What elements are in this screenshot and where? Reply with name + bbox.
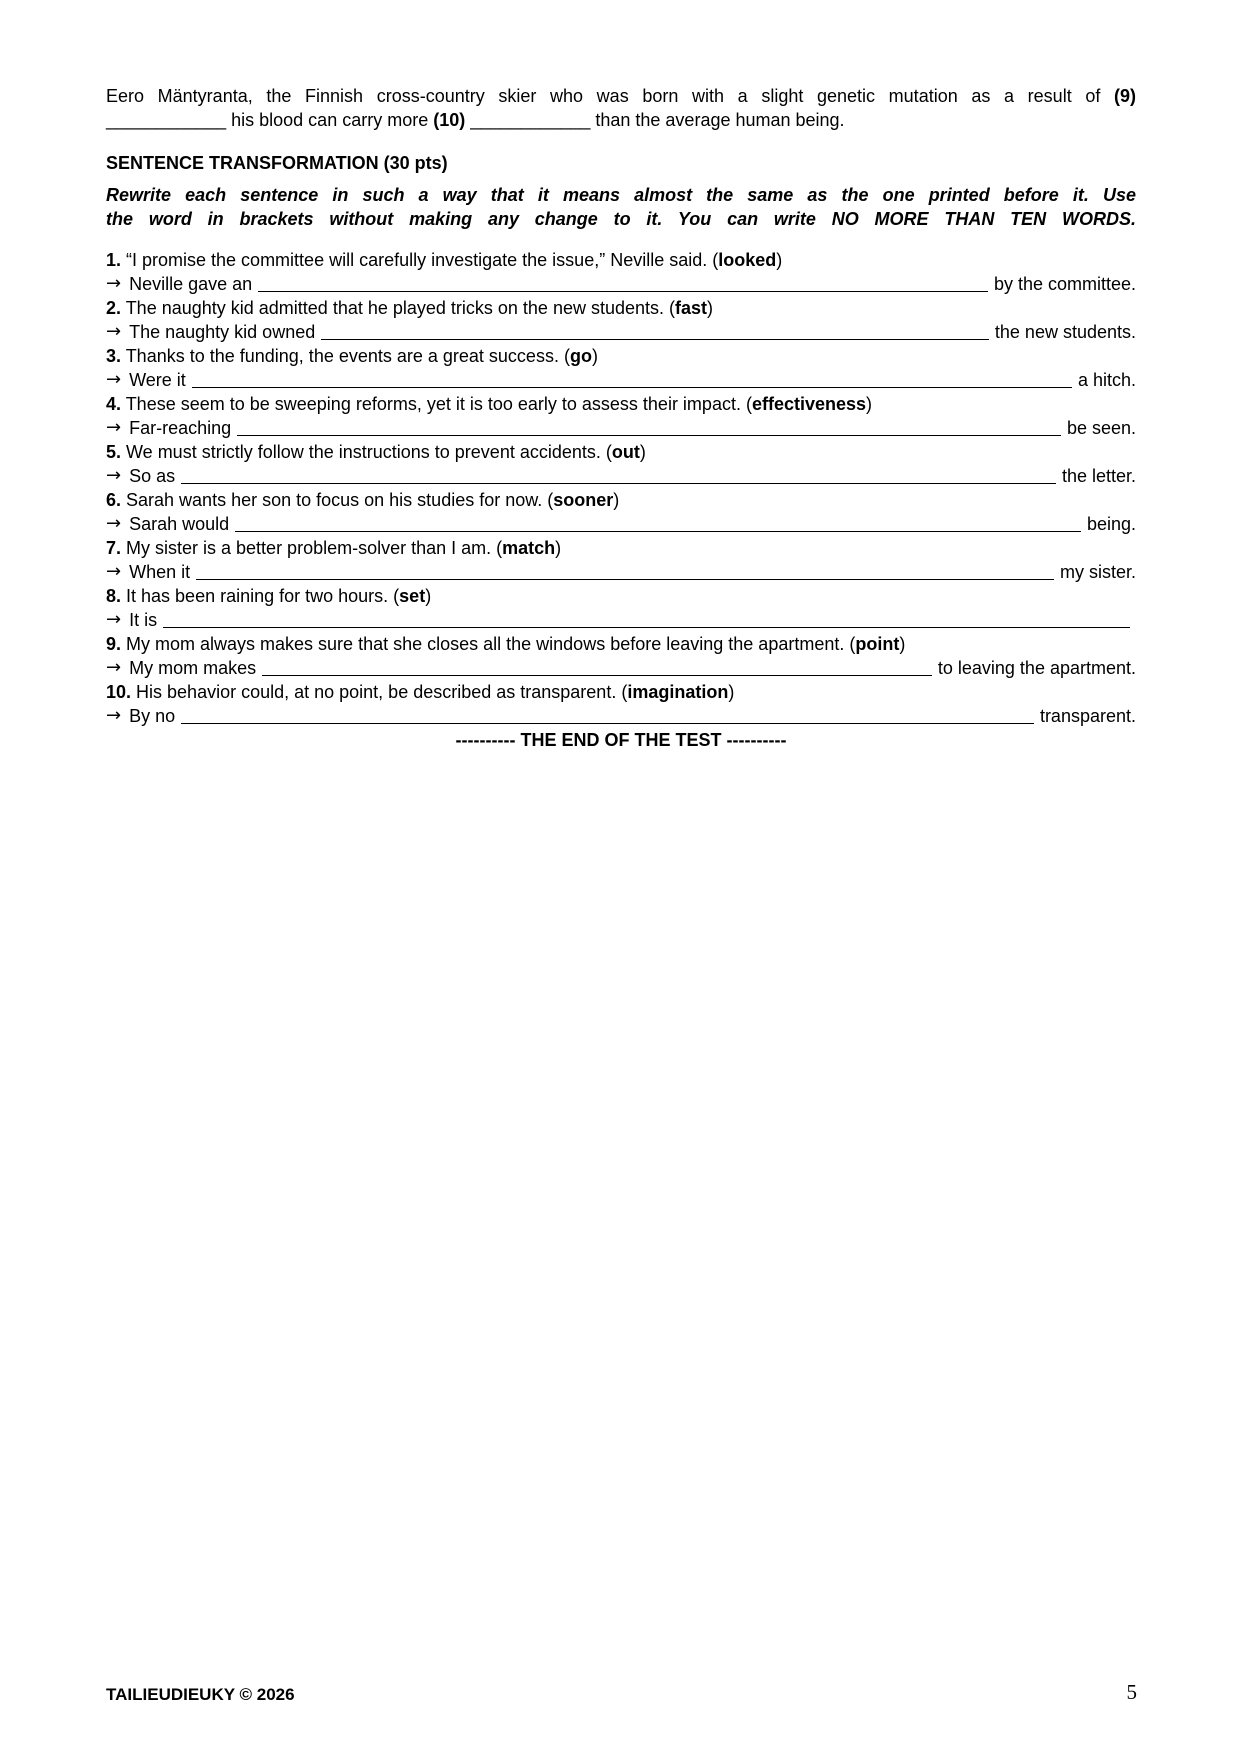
answer-lead: The naughty kid owned [129,322,316,342]
item-6-text: Sarah wants her son to focus on his studies for now. ( [121,490,554,510]
answer-lead: Sarah would [129,514,230,534]
item-2-text: The naughty kid admitted that he played tricks on the new students. ( [121,298,676,318]
intro-line-2 [106,108,1136,132]
arrow-icon: → [106,561,122,582]
item-1-close: ) [776,250,783,270]
item-1-text: “I promise the committee will carefully investigate the issue,” Neville said. ( [121,250,719,270]
item-7-sentence [106,536,1136,560]
arrow-icon: → [106,417,122,438]
item-4-keyword: effectiveness [751,394,867,414]
answer-lead: Far-reaching [129,418,232,438]
item-6-keyword: sooner [553,490,614,510]
item-4-close: ) [866,394,873,414]
answer-trail: being. [1086,514,1136,534]
item-5-text: We must strictly follow the instructions to prevent accidents. ( [121,442,612,462]
item-8-number: 8. [106,586,122,606]
footer [106,1680,1137,1705]
item-2-number: 2. [106,298,122,318]
answer-lead: It is [129,610,158,630]
section-heading: SENTENCE TRANSFORMATION (30 pts) [106,153,448,173]
item-7-number: 7. [106,538,122,558]
item-1-number: 1. [106,250,122,270]
arrow-icon: → [106,513,122,534]
item-8-answer [106,608,1136,632]
item-5-number: 5. [106,442,122,462]
item-10-sentence [106,680,1136,704]
arrow-icon: → [106,321,122,342]
item-4-answer [106,416,1136,440]
instruction-line-2: the word in brackets without making any change to it. You can write NO MORE THAN TEN WORDS. [106,209,1136,229]
answer-blank [237,434,1061,436]
answer-blank [181,482,1056,484]
item-6-sentence [106,488,1136,512]
item-9-answer [106,656,1136,680]
answer-trail: a hitch. [1077,370,1136,390]
answer-lead: So as [129,466,176,486]
item-10-text: His behavior could, at no point, be described as transparent. ( [131,682,628,702]
item-9-sentence [106,632,1136,656]
item-8-text: It has been raining for two hours. ( [121,586,400,606]
item-7-text: My sister is a better problem-solver than I am. ( [121,538,503,558]
end-of-test-line: ---------- THE END OF THE TEST ---------- [455,730,787,750]
item-6-number: 6. [106,490,122,510]
gap-9-label: (9) [1114,86,1136,106]
item-5-close: ) [639,442,646,462]
footer-copyright: TAILIEUDIEUKY © 2026 [106,1685,295,1704]
answer-blank [321,338,989,340]
arrow-icon: → [106,465,122,486]
item-10-close: ) [728,682,735,702]
item-5-sentence [106,440,1136,464]
answer-lead: By no [129,706,176,726]
intro-paragraph [106,84,1136,132]
item-1-sentence [106,248,1136,272]
arrow-icon: → [106,705,122,726]
item-7-keyword: match [502,538,556,558]
item-2-sentence [106,296,1136,320]
intro-line-2-text-b: ____________ than the average human being. [465,110,845,130]
item-9-close: ) [899,634,906,654]
item-4-sentence [106,392,1136,416]
item-3-answer [106,368,1136,392]
answer-trail: the letter. [1061,466,1136,486]
item-1-keyword: looked [718,250,777,270]
item-3-keyword: go [569,346,592,366]
answer-trail: be seen. [1066,418,1136,438]
item-2-keyword: fast [675,298,708,318]
answer-blank [163,626,1130,628]
instruction-line-1: Rewrite each sentence in such a way that it means almost the same as the one printed before it. Use [106,185,1136,205]
answer-trail: my sister. [1059,562,1136,582]
item-3-text: Thanks to the funding, the events are a great success. ( [121,346,570,366]
answer-blank [181,722,1034,724]
answer-blank [235,530,1081,532]
item-6-close: ) [613,490,620,510]
item-10-keyword: imagination [627,682,729,702]
item-8-keyword: set [399,586,426,606]
item-3-close: ) [591,346,598,366]
answer-lead: Neville gave an [129,274,253,294]
item-1-answer [106,272,1136,296]
item-4-number: 4. [106,394,122,414]
answer-blank [262,674,932,676]
item-8-sentence [106,584,1136,608]
answer-blank [196,578,1054,580]
transformation-list [106,248,1136,752]
item-10-answer [106,704,1136,728]
item-7-answer [106,560,1136,584]
answer-trail: to leaving the apartment. [937,658,1136,678]
arrow-icon: → [106,609,122,630]
answer-lead: When it [129,562,191,582]
item-3-number: 3. [106,346,122,366]
item-5-answer [106,464,1136,488]
answer-trail: transparent. [1039,706,1136,726]
answer-trail: by the committee. [993,274,1136,294]
answer-lead: My mom makes [129,658,257,678]
gap-10-label: (10) [433,110,466,130]
answer-blank [192,386,1072,388]
item-9-text: My mom always makes sure that she closes all the windows before leaving the apartment. ( [121,634,856,654]
item-9-keyword: point [855,634,900,654]
item-7-close: ) [555,538,562,558]
intro-line-1-text: Eero Mäntyranta, the Finnish cross-country skier who was born with a slight genetic mutation as a result of [106,86,1114,106]
intro-line-2-text-a: ____________ his blood can carry more [106,110,434,130]
item-6-answer [106,512,1136,536]
item-9-number: 9. [106,634,122,654]
item-5-keyword: out [611,442,640,462]
arrow-icon: → [106,273,122,294]
item-3-sentence [106,344,1136,368]
arrow-icon: → [106,657,122,678]
answer-trail: the new students. [994,322,1136,342]
item-2-answer [106,320,1136,344]
item-2-close: ) [707,298,714,318]
page-number: 5 [1126,1680,1137,1704]
document-content [106,84,1136,752]
item-10-number: 10. [106,682,132,702]
arrow-icon: → [106,369,122,390]
answer-blank [258,290,988,292]
answer-lead: Were it [129,370,186,390]
item-8-close: ) [425,586,432,606]
instructions [106,183,1136,231]
intro-line-1 [106,84,1136,108]
item-4-text: These seem to be sweeping reforms, yet it is too early to assess their impact. ( [121,394,752,414]
